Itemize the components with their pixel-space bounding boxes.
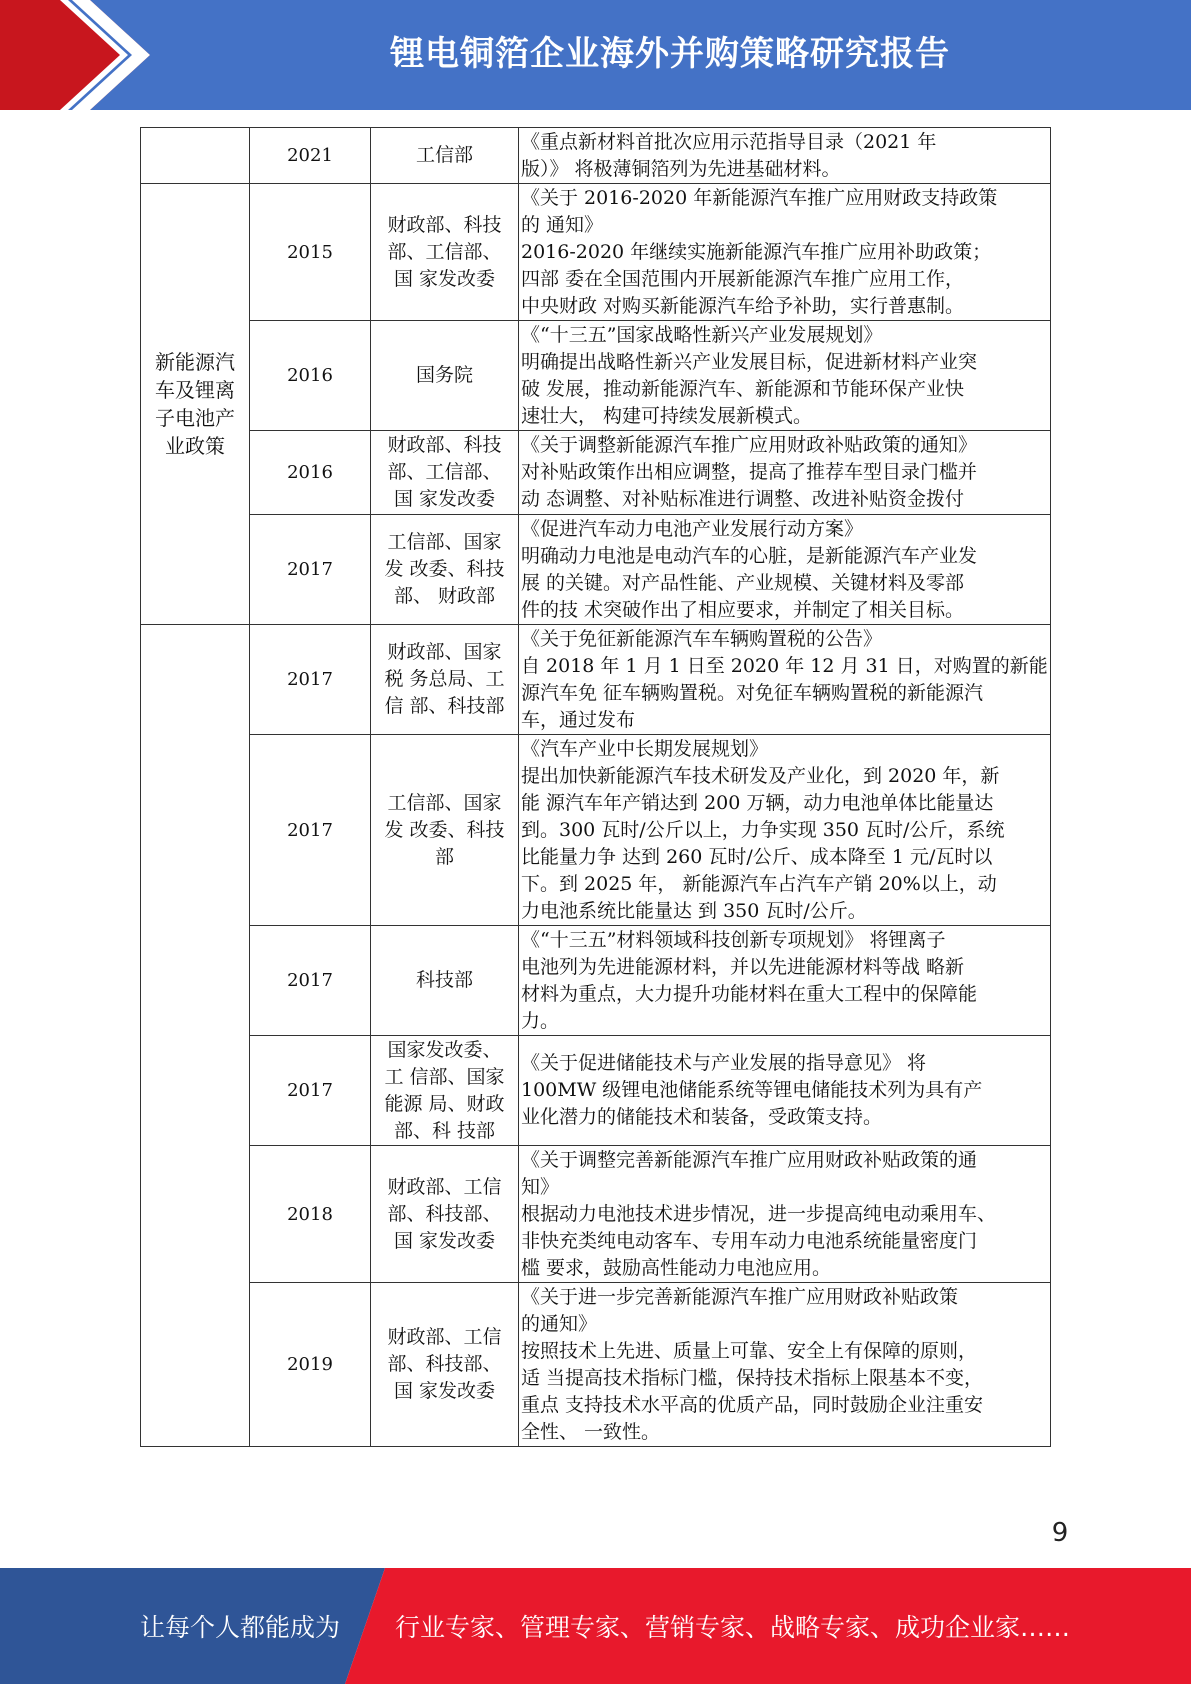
page-header <box>0 0 1191 110</box>
year-cell: 2015 <box>250 184 371 321</box>
department-cell <box>371 1283 519 1447</box>
department-line: 部、工信部、 <box>387 240 502 263</box>
category-label-line: 新能源汽 <box>155 350 235 374</box>
department-cell <box>371 1146 519 1283</box>
department-line: 国 家发改委 <box>393 1380 496 1402</box>
policy-content-line: 《“十三五”国家战略性新兴产业发展规划》 <box>521 323 883 346</box>
policy-content-line: 电池列为先进能源材料，并以先进能源材料等战 略新 <box>521 955 965 978</box>
policy-content-line: 全性、 一致性。 <box>521 1420 661 1443</box>
policy-content-line: 明确提出战略性新兴产业发展目标，促进新材料产业突 <box>521 350 978 373</box>
department-line: 发 改委、科技 <box>384 558 505 580</box>
table-row <box>141 431 1051 515</box>
table-row <box>141 515 1051 625</box>
department-line: 财政部、科技 <box>387 434 502 456</box>
year-cell: 2017 <box>250 926 371 1036</box>
year-cell: 2016 <box>250 431 371 515</box>
table-row <box>141 321 1051 431</box>
policy-content-line: 自 2018 年 1 月 1 日至 2020 年 12 月 31 日，对购置的新能 <box>521 654 1048 677</box>
policy-content-line: 展 的关键。对产品性能、产业规模、关键材料及零部 <box>521 571 965 594</box>
policy-content-line: 2016-2020 年继续实施新能源汽车推广应用补助政策； <box>521 240 992 263</box>
policy-content-line: 中央财政 对购买新能源汽车给予补助，实行普惠制。 <box>521 294 965 317</box>
policy-content-cell <box>519 431 1051 515</box>
department-line: 财政部、国家 <box>387 641 502 663</box>
policy-content-line: 根据动力电池技术进步情况，进一步提高纯电动乘用车、 <box>521 1202 997 1225</box>
policy-content-line: 100MW 级锂电池储能系统等锂电储能技术列为具有产 <box>521 1079 983 1101</box>
policy-content-line: 明确动力电池是电动汽车的心脏，是新能源汽车产业发 <box>521 544 978 567</box>
policy-content-cell <box>519 1146 1051 1283</box>
policy-content-line: 槛 要求，鼓励高性能动力电池应用。 <box>521 1256 832 1279</box>
year-cell: 2017 <box>250 625 371 735</box>
table-row <box>141 184 1051 321</box>
department-line: 能源 局、财政 <box>384 1092 505 1115</box>
department-cell <box>371 625 519 735</box>
policy-content-line: 按照技术上先进、质量上可靠、安全上有保障的原则， <box>521 1339 978 1362</box>
page-footer <box>0 1568 1191 1684</box>
department-line: 工信部 <box>415 144 473 166</box>
policy-content-line: 《关于免征新能源汽车车辆购置税的公告》 <box>521 627 883 650</box>
department-line: 国务院 <box>415 364 473 386</box>
policy-content-cell <box>519 926 1051 1036</box>
department-line: 财政部、工信 <box>387 1326 502 1348</box>
department-line: 部、工信部、 <box>387 461 502 483</box>
policy-content-line: 《汽车产业中长期发展规划》 <box>521 737 769 760</box>
department-line: 工 信部、国家 <box>384 1065 505 1088</box>
policy-content-cell <box>519 735 1051 926</box>
document-title: 锂电铜箔企业海外并购策略研究报告 <box>390 34 950 74</box>
policy-table <box>140 127 1051 1447</box>
year-cell: 2018 <box>250 1146 371 1283</box>
department-line: 部、科 技部 <box>393 1119 496 1142</box>
policy-content-line: 动 态调整、对补贴标准进行调整、改进补贴资金拨付 <box>521 488 965 510</box>
policy-content-line: 破 发展，推动新能源汽车、新能源和节能环保产业快 <box>521 377 965 400</box>
policy-content-line: 业化潜力的储能技术和装备，受政策支持。 <box>521 1106 883 1128</box>
policy-content-line: 能 源汽车年产销达到 200 万辆，动力电池单体比能量达 <box>521 791 994 814</box>
policy-content-line: 《促进汽车动力电池产业发展行动方案》 <box>521 517 864 540</box>
policy-content-line: 车，通过发布 <box>521 708 636 731</box>
department-cell <box>371 431 519 515</box>
policy-content-line: 比能量力争 达到 260 瓦时/公斤、成本降至 1 元/瓦时以 <box>521 845 993 868</box>
policy-content-cell <box>519 184 1051 321</box>
policy-content-line: 《关于调整完善新能源汽车推广应用财政补贴政策的通 <box>521 1148 978 1171</box>
policy-content-cell <box>519 321 1051 431</box>
policy-content-line: 的通知》 <box>521 1312 598 1335</box>
year-cell: 2016 <box>250 321 371 431</box>
category-cell-empty <box>141 625 250 1447</box>
department-line: 信 部、科技部 <box>384 695 505 717</box>
department-line: 国 家发改委 <box>393 1229 496 1252</box>
policy-content-cell <box>519 625 1051 735</box>
footer-slogan-left: 让每个人都能成为 <box>140 1613 341 1642</box>
department-cell <box>371 515 519 625</box>
policy-content-line: 非快充类纯电动客车、专用车动力电池系统能量密度门 <box>521 1229 978 1252</box>
policy-content-line: 版）》 将极薄铜箔列为先进基础材料。 <box>521 157 841 180</box>
page-number: 9 <box>1051 1518 1069 1548</box>
department-line: 财政部、科技 <box>387 213 502 236</box>
category-label-line: 业政策 <box>165 434 225 458</box>
year-cell: 2017 <box>250 1036 371 1146</box>
policy-content-line: 《关于进一步完善新能源汽车推广应用财政补贴政策 <box>521 1285 959 1308</box>
policy-content-line: 提出加快新能源汽车技术研发及产业化，到 2020 年，新 <box>521 764 1000 787</box>
table-row <box>141 625 1051 735</box>
policy-content-line: 件的技 术突破作出了相应要求，并制定了相关目标。 <box>521 598 965 621</box>
table-row <box>141 1283 1051 1447</box>
policy-content-cell <box>519 1036 1051 1146</box>
department-line: 税 务总局、工 <box>384 668 505 690</box>
department-line: 部 <box>434 845 454 868</box>
policy-content-line: 力。 <box>521 1009 560 1032</box>
department-line: 部、科技部、 <box>387 1353 502 1375</box>
table-row <box>141 926 1051 1036</box>
department-cell <box>371 735 519 926</box>
department-line: 国 家发改委 <box>393 488 496 510</box>
department-line: 工信部、国家 <box>387 791 502 814</box>
policy-content-line: 力电池系统比能量达 到 350 瓦时/公斤。 <box>521 899 867 922</box>
policy-content-line: 对补贴政策作出相应调整，提高了推荐车型目录门槛并 <box>521 461 978 483</box>
policy-content-line: 速壮大， 构建可持续发展新模式。 <box>521 404 813 427</box>
policy-content-line: 材料为重点，大力提升功能材料在重大工程中的保障能 <box>521 982 978 1005</box>
department-line: 国 家发改委 <box>393 267 496 290</box>
policy-content-line: 到。300 瓦时/公斤以上，力争实现 350 瓦时/公斤，系统 <box>521 818 1005 841</box>
policy-content-line: 《关于 2016-2020 年新能源汽车推广应用财政支持政策 <box>521 186 998 209</box>
department-line: 部、 财政部 <box>393 585 496 607</box>
department-line: 科技部 <box>415 969 473 991</box>
department-line: 财政部、工信 <box>387 1175 502 1198</box>
policy-content-cell <box>519 128 1051 184</box>
department-line: 发 改委、科技 <box>384 818 505 841</box>
department-line: 部、科技部、 <box>387 1202 502 1225</box>
policy-content-line: 下。到 2025 年， 新能源汽车占汽车产销 20%以上，动 <box>521 872 997 895</box>
policy-content-cell <box>519 1283 1051 1447</box>
department-line: 国家发改委、 <box>387 1038 502 1061</box>
department-cell <box>371 184 519 321</box>
policy-content-line: 《重点新材料首批次应用示范指导目录（2021 年 <box>521 130 937 153</box>
policy-content-line: 源汽车免 征车辆购置税。对免征车辆购置税的新能源汽 <box>521 681 984 704</box>
department-cell <box>371 1036 519 1146</box>
policy-content-line: 《关于促进储能技术与产业发展的指导意见》 将 <box>521 1052 927 1074</box>
footer-slogan-right: 行业专家、管理专家、营销专家、战略专家、成功企业家…… <box>395 1613 1071 1642</box>
year-cell: 2021 <box>250 128 371 184</box>
policy-table-body <box>141 128 1051 1447</box>
table-row <box>141 1036 1051 1146</box>
year-cell: 2017 <box>250 515 371 625</box>
policy-content-line: 的 通知》 <box>521 213 604 236</box>
category-cell <box>141 184 250 625</box>
policy-content-line: 《关于调整新能源汽车推广应用财政补贴政策的通知》 <box>521 434 978 456</box>
category-cell-empty <box>141 128 250 184</box>
department-cell <box>371 321 519 431</box>
year-cell: 2019 <box>250 1283 371 1447</box>
category-label-line: 车及锂离 <box>155 378 235 402</box>
year-cell: 2017 <box>250 735 371 926</box>
table-row <box>141 735 1051 926</box>
department-line: 工信部、国家 <box>387 531 502 553</box>
department-cell <box>371 128 519 184</box>
table-row <box>141 128 1051 184</box>
policy-content-line: 四部 委在全国范围内开展新能源汽车推广应用工作， <box>521 267 965 290</box>
department-cell <box>371 926 519 1036</box>
policy-content-line: 适 当提高技术指标门槛，保持技术指标上限基本不变， <box>521 1366 984 1389</box>
policy-content-line: 《“十三五”材料领域科技创新专项规划》 将锂离子 <box>521 928 946 951</box>
policy-content-cell <box>519 515 1051 625</box>
table-row <box>141 1146 1051 1283</box>
category-label-line: 子电池产 <box>155 406 235 430</box>
policy-content-line: 重点 支持技术水平高的优质产品，同时鼓励企业注重安 <box>521 1393 984 1416</box>
policy-content-line: 知》 <box>521 1175 560 1198</box>
